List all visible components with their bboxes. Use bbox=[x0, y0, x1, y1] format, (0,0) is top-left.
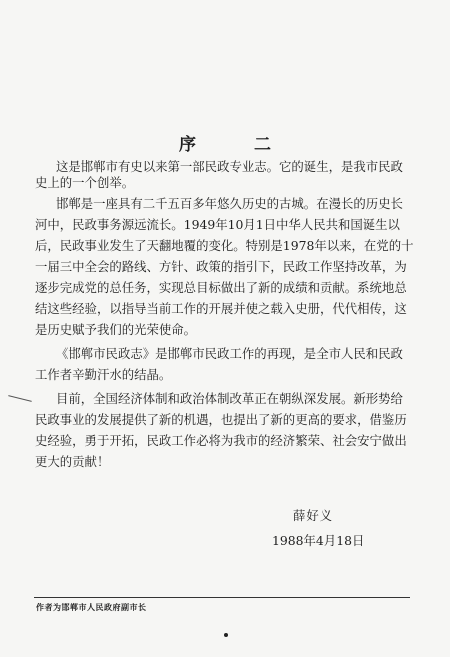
paragraph-2-line-1: 邯郸是一座具有二千五百多年悠久历史的古城。在漫长的历史长 bbox=[56, 196, 403, 211]
page-dot-mark bbox=[224, 633, 228, 637]
paragraph-3-line-2: 工作者辛勤汗水的结晶。 bbox=[35, 367, 172, 382]
paragraph-4-line-3: 史经验，勇于开拓，民政工作必将为我市的经济繁荣、社会安宁做出 bbox=[35, 433, 407, 448]
footnote: 作者为邯郸市人民政府副市长 bbox=[36, 602, 147, 612]
signature-name: 薛好义 bbox=[293, 508, 334, 523]
paragraph-2-line-7: 是历史赋予我们的光荣使命。 bbox=[35, 322, 197, 337]
page-title: 序 二 bbox=[179, 135, 297, 155]
paragraph-2-line-6: 结这些经验，以指导当前工作的开展并使之载入史册，代代相传，这 bbox=[35, 301, 407, 316]
margin-pen-mark bbox=[8, 395, 32, 402]
paragraph-1-line-1: 这是邯郸市有史以来第一部民政专业志。它的诞生，是我市民政 bbox=[56, 159, 403, 174]
paragraph-2-line-4: 一届三中全会的路线、方针、政策的指引下，民政工作坚持改革，为 bbox=[35, 259, 407, 274]
paragraph-4-line-1: 目前，全国经济体制和政治体制改革正在朝纵深发展。新形势给 bbox=[56, 391, 403, 406]
paragraph-2-line-2: 河中，民政事务源远流长。1949年10月1日中华人民共和国诞生以 bbox=[35, 217, 400, 232]
paragraph-2-line-3: 后，民政事业发生了天翻地覆的变化。特别是1978年以来，在党的十 bbox=[35, 238, 414, 253]
paragraph-4-line-2: 民政事业的发展提供了新的机遇，也提出了新的更高的要求，借鉴历 bbox=[35, 412, 407, 427]
signature-date: 1988年4月18日 bbox=[272, 533, 365, 548]
paragraph-1-line-2: 史上的一个创举。 bbox=[35, 175, 135, 190]
paragraph-3-line-1: 《邯郸市民政志》是邯郸市民政工作的再现，是全市人民和民政 bbox=[56, 346, 403, 361]
paragraph-4-line-4: 更大的贡献！ bbox=[35, 454, 110, 469]
paragraph-2-line-5: 逐步完成党的总任务，实现总目标做出了新的成绩和贡献。系统地总 bbox=[35, 280, 407, 295]
footnote-divider bbox=[34, 597, 410, 598]
